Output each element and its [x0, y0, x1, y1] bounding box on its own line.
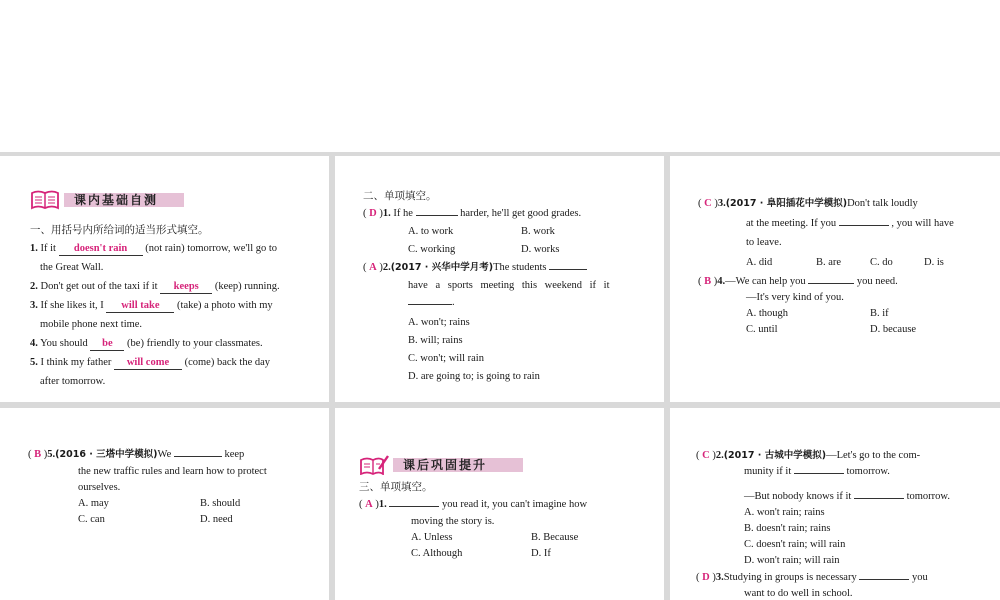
- question-1: ( D )1. If he harder, he'll get good grades.: [363, 208, 582, 219]
- option: D. because: [870, 324, 917, 335]
- option: D. works: [521, 244, 560, 255]
- question-3: ( C )3.(2017 · 阜阳插花中学模拟)Don't talk loudly: [698, 198, 918, 209]
- option: C. can: [78, 514, 105, 525]
- option: C. Although: [411, 548, 463, 559]
- question-3: ( D )3.Studying in groups is necessary you: [696, 572, 928, 583]
- option: C. do: [870, 257, 893, 268]
- option: B. are: [816, 257, 842, 268]
- option: D. need: [200, 514, 233, 525]
- option: A. to work: [408, 226, 454, 237]
- answer-letter: C: [704, 198, 712, 209]
- answer-letter: D: [702, 572, 710, 583]
- option: B. work: [521, 226, 555, 237]
- book-pencil-icon: [359, 455, 389, 475]
- fill-item-5-cont: after tomorrow.: [40, 376, 106, 387]
- instruction: 一、用括号内所给词的适当形式填空。: [30, 224, 209, 236]
- section-header: [30, 191, 184, 209]
- option: A. Unless: [411, 532, 453, 543]
- answer-blank: will come: [114, 356, 182, 370]
- question-2-line3: —But nobody knows if it tomorrow.: [744, 491, 950, 502]
- panel-single-choice-a: [335, 156, 664, 402]
- option: B. doesn't rain; rains: [744, 523, 831, 534]
- option: B. Because: [531, 532, 579, 543]
- option: D. won't rain; will rain: [744, 555, 840, 566]
- answer-letter: A: [369, 262, 377, 273]
- option: A. did: [746, 257, 773, 268]
- option: C. won't; will rain: [408, 353, 484, 364]
- question-2: ( C )2.(2017 · 古城中学模拟)—Let's go to the com-: [696, 450, 921, 461]
- question-3-line2: at the meeting. If you , you will have: [746, 218, 954, 229]
- fill-item-5: 5. I think my father will come (come) back the day: [30, 356, 270, 370]
- fill-item-1: 1. If it doesn't rain (not rain) tomorrow, we'll go to: [30, 242, 277, 256]
- book-icon: [30, 190, 60, 210]
- question-5-line3: ourselves.: [78, 482, 121, 493]
- question-5: ( B )5.(2016 · 三塔中学模拟)We keep: [28, 449, 245, 460]
- question-1: ( A )1. you read it, you can't imagine how: [359, 499, 588, 510]
- fill-item-3: 3. If she likes it, I will take (take) a photo with my: [30, 299, 273, 313]
- answer-blank: will take: [106, 299, 174, 313]
- question-4: ( B )4.—We can help you you need.: [698, 276, 898, 287]
- option: B. will; rains: [408, 335, 463, 346]
- instruction: 二、单项填空。: [363, 190, 437, 202]
- question-2-line3: .: [408, 296, 455, 309]
- question-1-line2: moving the story is.: [411, 516, 495, 527]
- option: C. doesn't rain; will rain: [744, 539, 846, 550]
- panel-after-class: [335, 408, 664, 600]
- panel-single-choice-c: [0, 408, 329, 600]
- option: D. are going to; is going to rain: [408, 371, 540, 382]
- option: B. should: [200, 498, 241, 509]
- answer-blank: keeps: [160, 280, 212, 294]
- option: A. may: [78, 498, 109, 509]
- option: A. won't rain; rains: [744, 507, 825, 518]
- section-title: 课内基础自测: [64, 193, 184, 207]
- answer-blank: doesn't rain: [59, 242, 143, 256]
- option: D. If: [531, 548, 551, 559]
- fill-item-1-cont: the Great Wall.: [40, 262, 104, 273]
- answer-blank: be: [90, 337, 124, 351]
- question-2: ( A )2.(2017 · 兴华中学月考)The students: [363, 261, 587, 274]
- panel-single-choice-b: [670, 156, 1000, 402]
- option: A. won't; rains: [408, 317, 470, 328]
- option: A. though: [746, 308, 788, 319]
- answer-letter: A: [365, 499, 373, 510]
- question-4-line2: —It's very kind of you.: [746, 292, 844, 303]
- option: C. working: [408, 244, 456, 255]
- answer-letter: D: [369, 208, 377, 219]
- instruction: 三、单项填空。: [359, 481, 433, 493]
- answer-letter: C: [702, 450, 710, 461]
- option: C. until: [746, 324, 778, 335]
- question-2-line2: have a sports meeting this weekend if it: [408, 280, 610, 291]
- answer-letter: B: [704, 276, 712, 287]
- option: B. if: [870, 308, 889, 319]
- panel-single-choice-d: [670, 408, 1000, 600]
- section-title: 课后巩固提升: [393, 458, 523, 472]
- fill-item-4: 4. You should be (be) friendly to your classmates.: [30, 337, 263, 351]
- fill-item-3-cont: mobile phone next time.: [40, 319, 143, 330]
- option: D. is: [924, 257, 944, 268]
- section-header: [359, 456, 523, 474]
- question-3-line2: want to do well in school.: [744, 588, 853, 599]
- question-2-line2: munity if it tomorrow.: [744, 466, 890, 477]
- question-5-line2: the new traffic rules and learn how to protect: [78, 466, 267, 477]
- question-3-line3: to leave.: [746, 237, 782, 248]
- panel-basic-self-test: [0, 156, 329, 402]
- fill-item-2: 2. Don't get out of the taxi if it keeps (keep) running.: [30, 280, 280, 294]
- answer-letter: B: [34, 449, 42, 460]
